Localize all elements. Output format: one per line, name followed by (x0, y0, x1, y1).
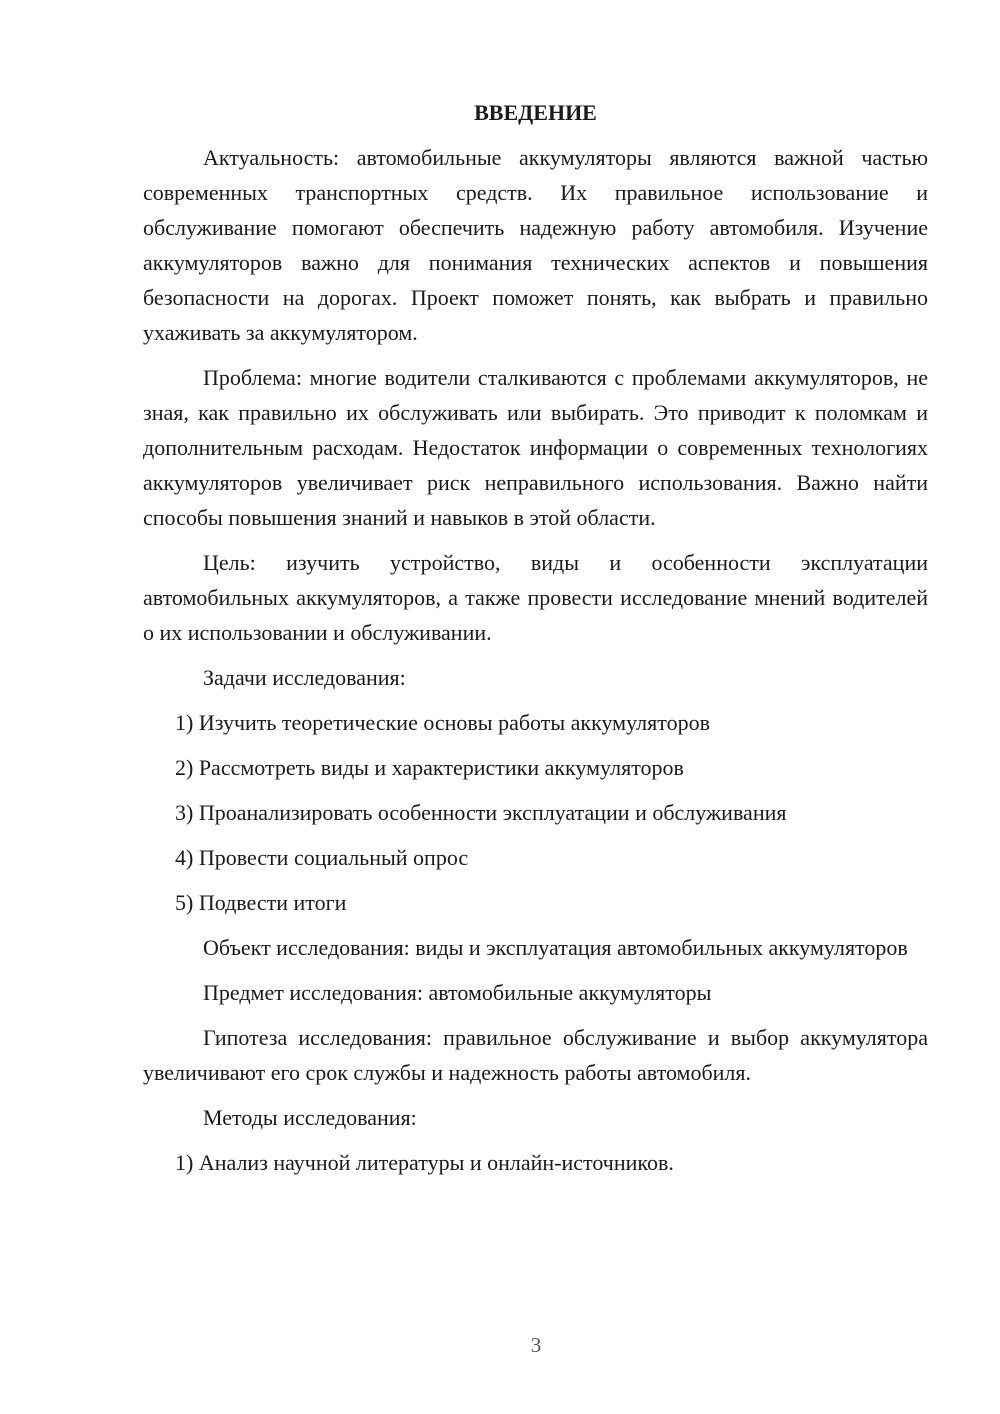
object-paragraph: Объект исследования: виды и эксплуатация автомобильных аккумуляторов (203, 935, 908, 960)
tasks-heading: Задачи исследования: (203, 665, 406, 690)
task-item: 1) Изучить теоретические основы работы аккумуляторов (175, 710, 710, 735)
methods-heading: Методы исследования: (203, 1105, 417, 1130)
goal-paragraph: Цель: изучить устройство, виды и особенности эксплуатации автомобильных аккумуляторов, а также провести исследование мнений водителей о их использовании и обслуживании. (143, 550, 928, 645)
page-title: ВВЕДЕНИЕ (474, 100, 597, 125)
task-item: 5) Подвести итоги (175, 890, 347, 915)
document-page (143, 95, 928, 1190)
method-item: 1) Анализ научной литературы и онлайн-источников. (175, 1150, 674, 1175)
task-item: 3) Проанализировать особенности эксплуатации и обслуживания (175, 800, 787, 825)
page-number: 3 (530, 1333, 542, 1357)
task-item: 4) Провести социальный опрос (175, 845, 469, 870)
subject-paragraph: Предмет исследования: автомобильные аккумуляторы (203, 980, 712, 1005)
problem-paragraph: Проблема: многие водители сталкиваются с проблемами аккумуляторов, не зная, как правильно их обслуживать или выбирать. Это приводит к поломкам и дополнительным расходам. Недостаток информации о современных технологиях аккумуляторов увеличивает риск неправильного использования. Важно найти способы повышения знаний и навыков в этой области. (143, 365, 928, 530)
relevance-paragraph: Актуальность: автомобильные аккумуляторы являются важной частью современных транспортных средств. Их правильное использование и обслуживание помогают обеспечить надежную работу автомобиля. Изучение аккумуляторов важно для понимания технических аспектов и повышения безопасности на дорогах. Проект поможет понять, как выбрать и правильно ухаживать за аккумулятором. (143, 145, 928, 345)
hypothesis-paragraph: Гипотеза исследования: правильное обслуживание и выбор аккумулятора увеличивают его срок службы и надежность работы автомобиля. (143, 1025, 928, 1085)
task-item: 2) Рассмотреть виды и характеристики аккумуляторов (175, 755, 684, 780)
